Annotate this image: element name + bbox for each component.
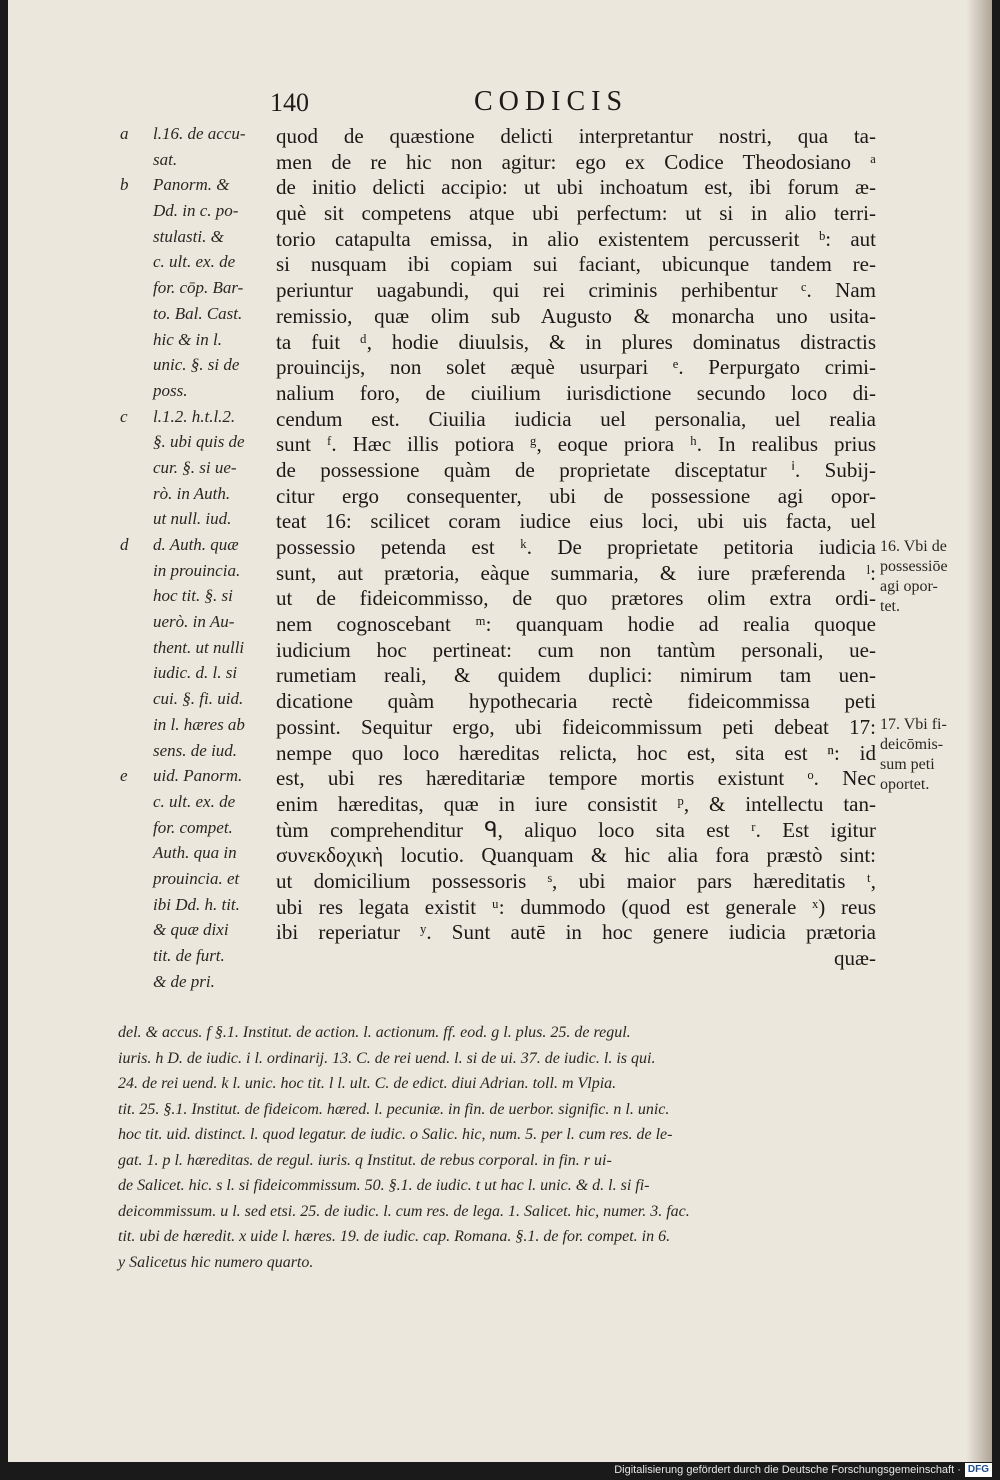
side-note-line: possessiōe [880,558,948,575]
body-text-line: què sit competens atque ubi perfectum: ut si in alio terri- [276,201,876,226]
body-text-line: sunt, aut prætoria, eàque summaria, & iure præferenda ˡ: [276,560,876,585]
left-note-line [8,484,268,510]
left-note-line [8,689,268,715]
body-text-line: si nusquam ibi copiam sui faciant, ubicunque tandem re- [276,252,876,277]
footnote-line: tit. ubi de hæredit. x uide l. hæres. 19. de iudic. cap. Romana. §.1. de for. compet. in 6. [118,1228,671,1245]
body-text-line: de initio delicti accipio: ut ubi inchoatum est, ibi forum æ- [276,175,876,200]
left-note-line [8,355,268,381]
body-text-line: ubi res legata existit ᵘ: dummodo (quod est generale ˣ) reus [276,894,876,919]
left-note-line [8,150,268,176]
note-text: in l. hæres ab [153,714,245,734]
side-note-line: agi opor- [880,578,938,595]
side-note-line: deicōmis- [880,736,944,753]
dfg-logo: DFG [965,1463,992,1477]
note-text: d. Auth. quæ [153,535,239,554]
left-margin-notes [8,124,268,997]
note-text: hoc tit. §. si [153,586,233,606]
right-margin-notes [880,537,990,795]
left-note-line [8,561,268,587]
note-text: l.16. de accu- [153,124,246,143]
body-text-line: de possessione quàm de proprietate disceptatur ⁱ. Subij- [276,457,876,482]
left-note-line [8,741,268,767]
note-text: uid. Panorm. [153,766,243,786]
left-note-line [8,818,268,844]
left-note-line [8,124,268,150]
note-text: cui. §. fi. uid. [153,689,244,709]
left-note-line [8,766,268,792]
body-text-line: rumetiam reali, & quidem duplici: nimirum tam uen- [276,663,876,688]
side-note [880,537,990,617]
left-note-line [8,381,268,407]
side-note [880,715,990,795]
body-text-line: men de re hic non agitur: ego ex Codice Theodosiano ᵃ [276,149,876,174]
body-text-line: est, ubi res hæreditariæ tempore mortis existunt ᵒ. Nec [276,766,876,791]
body-text-line: dicatione quàm hypothecaria rectè fideicommissa peti [276,689,876,714]
note-marker: a [120,124,129,143]
left-note-line [8,407,268,433]
credit-text: Digitalisierung gefördert durch die Deutsche Forschungsgemeinschaft · [614,1464,961,1476]
spacer [880,617,990,715]
body-text-line: prouincijs, non solet æquè usurpari ᵉ. Perpurgato crimi- [276,355,876,380]
left-note-line [8,843,268,869]
body-text-line: ibi reperiatur ʸ. Sunt autē in hoc genere iudicia prætoria [276,920,876,945]
note-marker: c [120,406,128,426]
note-text: stulasti. & [153,226,224,246]
note-text: ut null. iud. [153,509,232,529]
note-marker: b [120,175,129,195]
left-note-line [8,920,268,946]
note-text: §. ubi quis de [153,432,245,452]
note-text: c. ult. ex. de [153,791,236,811]
footnote-line: 24. de rei uend. k l. unic. hoc tit. l l. ult. C. de edict. diui Adrian. toll. m Vlpia. [118,1075,617,1092]
left-note-line [8,895,268,921]
body-text-line: ut domicilium possessoris ˢ, ubi maior pars hæreditatis ᵗ, [276,868,876,893]
left-note-line [8,535,268,561]
note-text: l.1.2. h.t.l.2. [153,406,236,426]
body-text-line: possint. Sequitur ergo, ubi fideicommissum peti debeat 17: [276,714,876,739]
left-note-line [8,509,268,535]
note-text: ibi Dd. h. tit. [153,894,240,914]
left-note-line [8,869,268,895]
note-text: prouincia. et [153,868,240,888]
body-text-line: ta fuit ᵈ, hodie diuulsis, & in plures dominatus distractis [276,329,876,354]
body-text-line: quæ- [834,946,876,970]
left-note-line [8,432,268,458]
page-number: 140 [270,88,309,117]
main-text-column [276,124,876,972]
body-text-line: possessio petenda est ᵏ. De proprietate petitoria iudicia [276,535,876,559]
footnote-line: tit. 25. §.1. Institut. de fideicom. hæred. l. pecuniæ. in fin. de uerbor. signific. n l. unic. [118,1100,670,1118]
note-text: & de pri. [153,971,215,991]
body-text-line: sunt ᶠ. Hæc illis potiora ᵍ, eoque priora ʰ. In realibus prius [276,432,876,457]
note-text: iudic. d. l. si [153,663,238,683]
body-text-line: teat 16: scilicet coram iudice eius loci, ubi uis facta, uel [276,509,876,534]
note-text: Panorm. & [153,175,230,195]
note-text: for. compet. [153,817,233,837]
footnote-line: hoc tit. uid. distinct. l. quod legatur. de iudic. o Salic. hic, num. 5. per l. cum res. de le- [118,1126,673,1143]
side-note-line: sum peti [880,756,935,773]
footnote-line: iuris. h D. de iudic. i l. ordinarij. 13. C. de rei uend. l. si de ui. 37. de iudic. l. is qui. [118,1049,656,1067]
note-text: rò. in Auth. [153,483,231,503]
side-note-line: tet. [880,598,900,615]
note-text: poss. [153,380,188,400]
left-note-line [8,201,268,227]
left-note-line [8,330,268,356]
left-note-line [8,586,268,612]
note-text: sat. [153,149,178,169]
left-note-line [8,638,268,664]
left-note-line [8,175,268,201]
page-header [8,88,992,122]
left-note-line [8,946,268,972]
note-text: unic. §. si de [153,355,240,375]
footnote-line: del. & accus. f §.1. Institut. de action. l. actionum. ff. eod. g l. plus. 25. de regul. [118,1024,631,1041]
note-text: in prouincia. [153,560,241,580]
left-note-line [8,612,268,638]
left-note-line [8,458,268,484]
body-text-line: nem cognoscebant ᵐ: quanquam hodie ad realia quoque [276,612,876,637]
body-text-line: ut de fideicommisso, de quo prætores olim extra ordi- [276,586,876,611]
body-text-line: citur ergo consequenter, ubi de possessione agi opor- [276,483,876,508]
left-note-line [8,663,268,689]
body-text-line: remissio, quæ olim sub Augusto & monarcha uno usita- [276,303,876,328]
side-note-line: 17. Vbi fi- [880,716,947,733]
footnote-line: deicommissum. u l. sed etsi. 25. de iudic. l. cum res. de lega. 1. Salicet. hic, numer. 3. fac. [118,1202,690,1220]
body-text-line: periuntur uagabundi, qui rei criminis perhibentur ᶜ. Nam [276,278,876,303]
note-text: & quæ dixi [153,920,229,940]
note-text: for. cōp. Bar- [153,278,244,298]
book-page [8,0,992,1462]
footnote-line: de Salicet. hic. s l. si fideicommissum. 50. §.1. de iudic. t ut hac l. unic. & d. l. si fi- [118,1177,650,1194]
body-text-line: quod de quæstione delicti interpretantur nostri, qua ta- [276,124,876,148]
note-text: thent. ut nulli [153,637,245,657]
body-text-line: iudicium hoc pertineat: cum non tantùm personali, ue- [276,637,876,662]
left-note-line [8,715,268,741]
note-text: sens. de iud. [153,740,238,760]
note-text: uerò. in Au- [153,612,235,632]
note-text: cur. §. si ue- [153,457,237,477]
body-text-line: tùm comprehenditur ᑫ, aliquo loco sita est ʳ. Est igitur [276,817,876,842]
body-text-line: torio catapulta emissa, in alio existentem percusserit ᵇ: aut [276,226,876,251]
footnotes-block [118,1020,878,1275]
note-text: tit. de furt. [153,946,225,965]
footnote-line: y Salicetus hic numero quarto. [118,1253,314,1271]
left-note-line [8,972,268,998]
note-marker: d [120,535,129,554]
body-text-line: cendum est. Ciuilia iudicia uel personalia, uel realia [276,406,876,431]
note-text: to. Bal. Cast. [153,303,243,323]
side-note-line: 16. Vbi de [880,538,947,555]
body-text-line: nalium foro, de ciuilium iurisdictione secundo loco di- [276,380,876,405]
running-title: CODICIS [474,86,629,117]
body-text-line: συνεκδοχικὴ locutio. Quanquam & hic alia fora præstò sint: [276,843,876,868]
side-note-line: oportet. [880,776,930,793]
left-note-line [8,278,268,304]
digitization-credit [614,1462,992,1478]
body-text-line: nempe quo loco hæreditas relicta, hoc est, sita est ⁿ: id [276,740,876,765]
note-marker: e [120,766,128,786]
left-note-line [8,792,268,818]
note-text: hic & in l. [153,329,222,349]
left-note-line [8,227,268,253]
left-note-line [8,252,268,278]
left-note-line [8,304,268,330]
body-text-line: enim hæreditas, quæ in iure consistit ᵖ, & intellectu tan- [276,791,876,816]
footnote-line: gat. 1. p l. hæreditas. de regul. iuris. q Institut. de rebus corporal. in fin. r ui- [118,1151,612,1169]
note-text: c. ult. ex. de [153,252,236,272]
note-text: Auth. qua in [153,843,237,863]
note-text: Dd. in c. po- [153,201,239,221]
